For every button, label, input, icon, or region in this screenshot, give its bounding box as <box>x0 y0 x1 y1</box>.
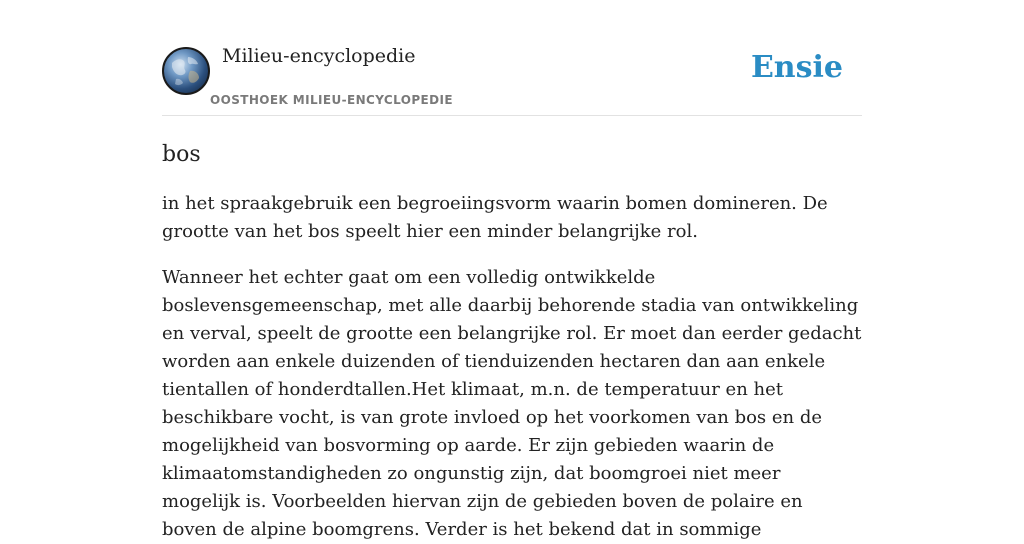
earth-globe-icon[interactable] <box>162 47 210 95</box>
article-term: bos <box>162 142 201 167</box>
earth-globe-graphic <box>164 49 208 93</box>
article-paragraph: in het spraakgebruik een begroeiingsvorm waarin bomen domineren. De grootte van het bos speelt hier een minder belangrijke rol. <box>162 193 828 242</box>
article-paragraph: Wanneer het echter gaat om een volledig ontwikkelde boslevensgemeenschap, met alle daarbij behorende stadia van ontwikkeling en verval, speelt de grootte een belangrijke rol. Er moet dan eerder gedacht worden aan enkele duizenden of tienduizenden hectaren dan aan enkele tientallen of honderdtallen.Het klimaat, m.n. de temperatuur en het beschikbare vocht, is van grote invloed op het voorkomen van bos en de mogelijkheid van bosvorming op aarde. Er zijn gebieden waarin de klimaatomstandigheden zo ongunstig zijn, dat boomgroei niet meer mogelijk is. Voorbeelden hiervan zijn de gebieden boven de polaire en boven de alpine boomgrens. Verder is het bekend dat in sommige <box>162 267 862 540</box>
page <box>162 0 862 540</box>
brand-logo-link[interactable]: Ensie <box>750 50 843 85</box>
site-name[interactable]: Milieu-encyclopedie <box>222 45 416 67</box>
site-subtitle[interactable]: OOSTHOEK MILIEU-ENCYCLOPEDIE <box>210 93 453 107</box>
site-header <box>162 0 862 116</box>
article <box>162 140 862 544</box>
